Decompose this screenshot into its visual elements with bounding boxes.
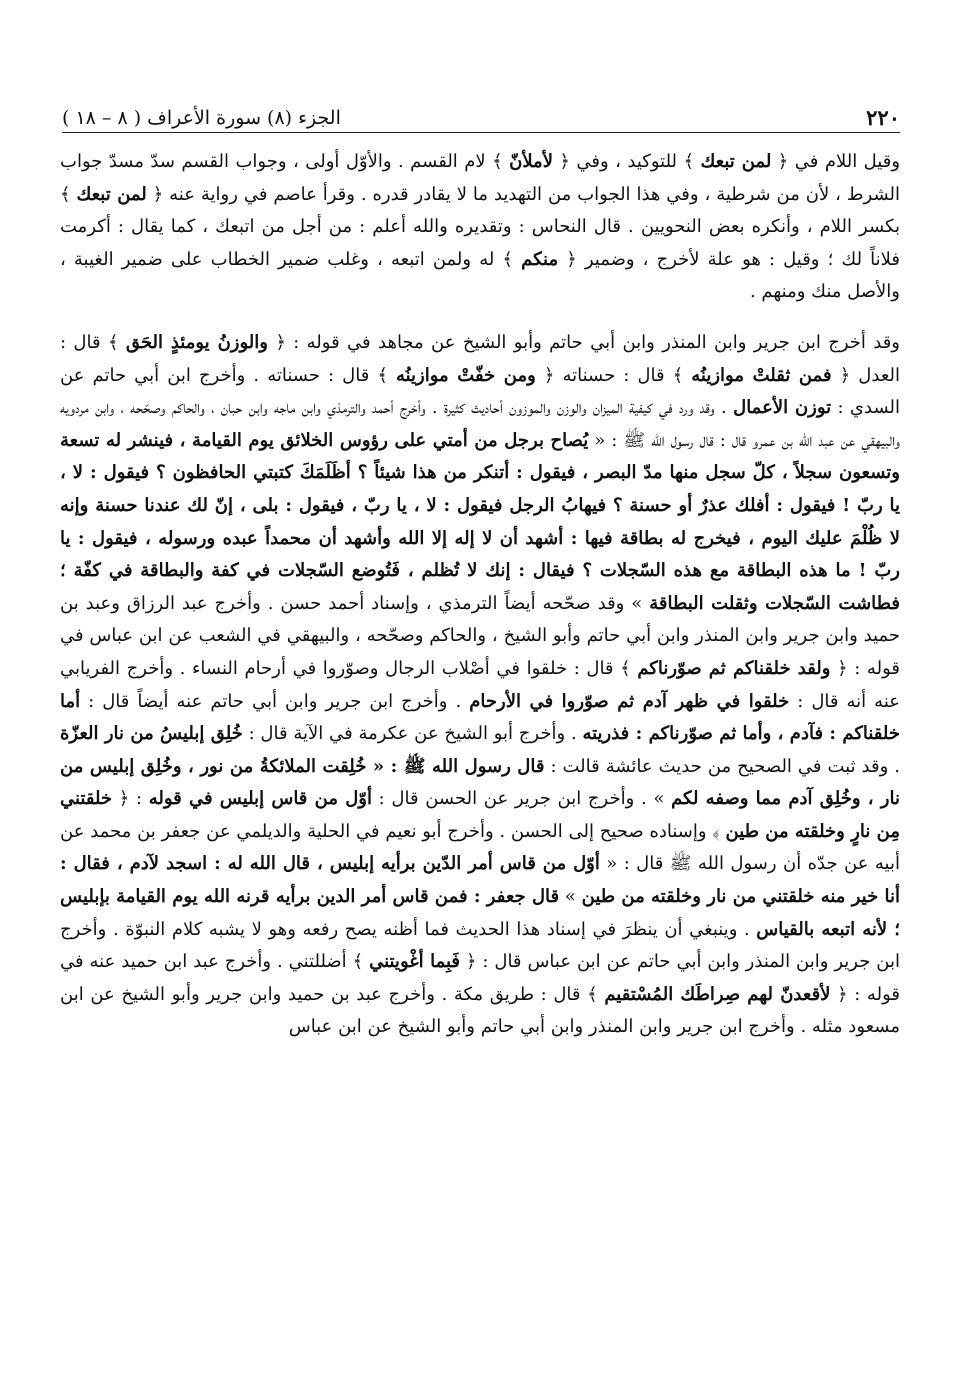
bold-quote-run: لمن تبعك xyxy=(700,151,772,172)
text-run: ﴾ أضللتني . وأخرج عبد ابن حميد عنه في قوله : ﴿ xyxy=(60,951,900,1005)
bold-quote-run: ومن خفّتْ موازينُه xyxy=(395,364,536,386)
text-run: ﴾ للتوكيد ، وفي ﴿ xyxy=(552,151,701,172)
bold-quote-run: لمن تبعك xyxy=(76,183,147,205)
text-run: ﴾ قال : خلقوا في أصْلاب الرجال وصوّروا في أرحام النساء . وأخرج الفريابي عنه أنه قال : xyxy=(60,657,900,712)
text-run: وقيل اللام في ﴿ xyxy=(771,151,901,172)
body-text xyxy=(60,146,900,1044)
bold-quote-run: منكم xyxy=(521,248,559,270)
bold-quote-run: قال جعفر : فمن قاس أمر الدين برأيه قرنه الله يوم القيامة بإبليس ؛ لأنه اتبعه بالقياس xyxy=(60,886,900,940)
bold-quote-run: لأقعدنّ لهم صِراطَك المُسْتقيم xyxy=(604,983,831,1005)
text-run: . وقد ثبت في الصحيح من حديث عائشة قالت : xyxy=(544,755,900,777)
running-title: الجزء (٨) سورة الأعراف ( ٨ – ١٨ ) xyxy=(62,107,341,129)
text-run: » . وأخرج ابن جرير عن الحسن قال : xyxy=(371,788,672,810)
text-run: ﴾ قال : حسناته . وأخرج ابن أبي حاتم عن السدي : xyxy=(60,364,900,419)
text-run: . وأخرج أبو الشيخ عن عكرمة في الآية قال : xyxy=(242,723,583,745)
text-run: وقد أخرج ابن جرير وابن المنذر وابن أبي حاتم وأبو الشيخ عن مجاهد في قوله : ﴿ xyxy=(267,331,900,353)
bold-quote-run: والوزنُ يومئذٍ الحَق xyxy=(125,331,268,353)
text-run: . وينبغي أن ينظرَ في إسناد هذا الحديث فما أظنه يصح رفعه وهو لا يشبه كلام النبوّة . وأخرج ابن جرير وابن المنذر وابن أبي حاتم عن ابن عباس قال : ﴿ xyxy=(60,918,900,973)
bold-quote-run: ولقد خلقناكم ثم صوّرناكم xyxy=(637,657,831,679)
text-run: : ﴿ xyxy=(112,788,149,810)
text-run: ﴾ وإسناده صحيح إلى الحسن . وأخرج أبو نعيم في الحلية والديلمي عن جعفر بن محمد عن أبيه عن جدّه أن رسول الله ﷺ قال : « xyxy=(60,820,900,875)
text-run: ﴾ بكسر اللام ، وأنكره بعض النحويين . قال النحاس : وتقديره والله أعلم : من أجل من اتبعك ، كما يقال : أكرمت فلاناً لك ؛ وقيل : هو علة لأخرج ، وضمير ﴿ xyxy=(60,183,901,270)
text-run: ﴾ له ولمن اتبعه ، وغلب ضمير الخطاب على ضمير الغيبة ، والأصل منك ومنهم . xyxy=(60,248,900,303)
bold-quote-run: فمن ثقلتْ موازينُه xyxy=(691,364,832,386)
bold-quote-run: أوّل من قاس إبليس في قوله xyxy=(148,788,372,810)
bold-quote-run: خلقتني مِن نارٍ وخلقته من طين xyxy=(60,788,900,842)
text-run: » xyxy=(559,886,582,908)
bold-quote-run: يُصاح برجل من أمتي على رؤوس الخلائق يوم القيامة ، فينشر له تسعة وتسعون سجلاً ، كلّ سجل منها مدّ البصر ، فيقول : أتنكر من هذا شيئاً ؟ أظَلَمَكَ كتبتي الحافظون ؟ فيقول : لا ، يا ربّ ! فيقول : أفلك عذرٌ أو حسنة ؟ فيهابُ الرجل فيقول : لا ، يا ربّ ، فيقول : بلى ، إنّ لك عندنا حسنة وإنه لا ظُلْمَ عليك اليوم ، فيخرج له بطاقة فيها : أشهد أن لا إله إلا الله وأشهد أن محمداً عبده ورسوله ، فيقول : يا ربّ ! ما هذه البطاقة مع هذه السّجلات ؟ فيقال : إنك لا تُظلم ، فَتُوضع السّجلات في كفة والبطاقة في كفّة ؛ فطاشت السّجلات وثقلت البطاقة xyxy=(60,429,901,614)
bold-quote-run: خلقوا في ظهر آدم ثم صوّروا في الأرحام xyxy=(469,690,790,712)
text-run: ﴾ قال : العدل ﴿ xyxy=(60,331,900,386)
text-run: . وقد ورد في كيفية الميزان والوزن والموزون أحاديث كثيرة . وأخرج أحمد والترمذي وابن ماجه وابن حبان ، والحاكم وصحّحه ، وابن مردويه والبيهقي عن عبد الله بن عمرو قال : قال رسول الله ﷺ : « xyxy=(60,397,900,451)
bold-quote-run: خُلِق إبليسُ من نار العزّة xyxy=(60,723,243,745)
paragraph-tafsir xyxy=(60,146,900,309)
bold-quote-run: فَبِما أغْويتني xyxy=(369,951,461,973)
text-run: . وأخرج ابن جرير وابن أبي حاتم عنه أيضاً قال : xyxy=(80,690,470,712)
text-run: ﴾ قال : حسناته ﴿ xyxy=(535,364,692,386)
paragraph-narrations xyxy=(60,327,900,1044)
text-run: ﴾ لام القسم . والأوّل أولى ، وجواب القسم سدّ مسدّ جواب الشرط ، لأن من شرطية ، وفي هذا الجواب من التهديد ما لا يقادر قدره . وقرأ عاصم في رواية عنه ﴿ xyxy=(60,151,900,205)
text-run: ﴾ قال : طريق مكة . وأخرج عبد بن حميد وابن جرير وأبو الشيخ عن ابن مسعود مثله . وأخرج ابن جرير وابن المنذر وابن أبي حاتم وأبو الشيخ عن ابن عباس xyxy=(60,983,900,1038)
bold-quote-run: أما خلقناكم : فآدم ، وأما ثم صوّرناكم : فذريته xyxy=(60,690,900,745)
page-number: ٢٢٠ xyxy=(866,105,900,130)
bold-quote-run: قال رسول الله ﷺ : « خُلِقت الملائكةُ من نور ، وخُلِق إبليس من نار ، وخُلِق آدم مما وصفه لكم xyxy=(60,755,900,810)
text-run: » وقد صحّحه أيضاً الترمذي ، وإسناد أحمد حسن . وأخرج عبد الرزاق وعبد بن حميد وابن جرير وابن المنذر وابن أبي حاتم وأبو الشيخ ، والحاكم وصحّحه ، والبيهقي في الشعب عن ابن عباس في قوله : ﴿ xyxy=(60,592,900,679)
running-header xyxy=(62,96,900,130)
bold-quote-run: لأملأنّ xyxy=(509,151,553,172)
header-rule xyxy=(62,132,900,133)
bold-quote-run: توزن الأعمال xyxy=(733,397,832,419)
bold-quote-run: أوّل من قاس أمر الدّين برأيه إبليس ، قال الله له : اسجد لآدم ، فقال : أنا خير منه خلقتني من نار وخلقته من طين xyxy=(60,853,901,908)
